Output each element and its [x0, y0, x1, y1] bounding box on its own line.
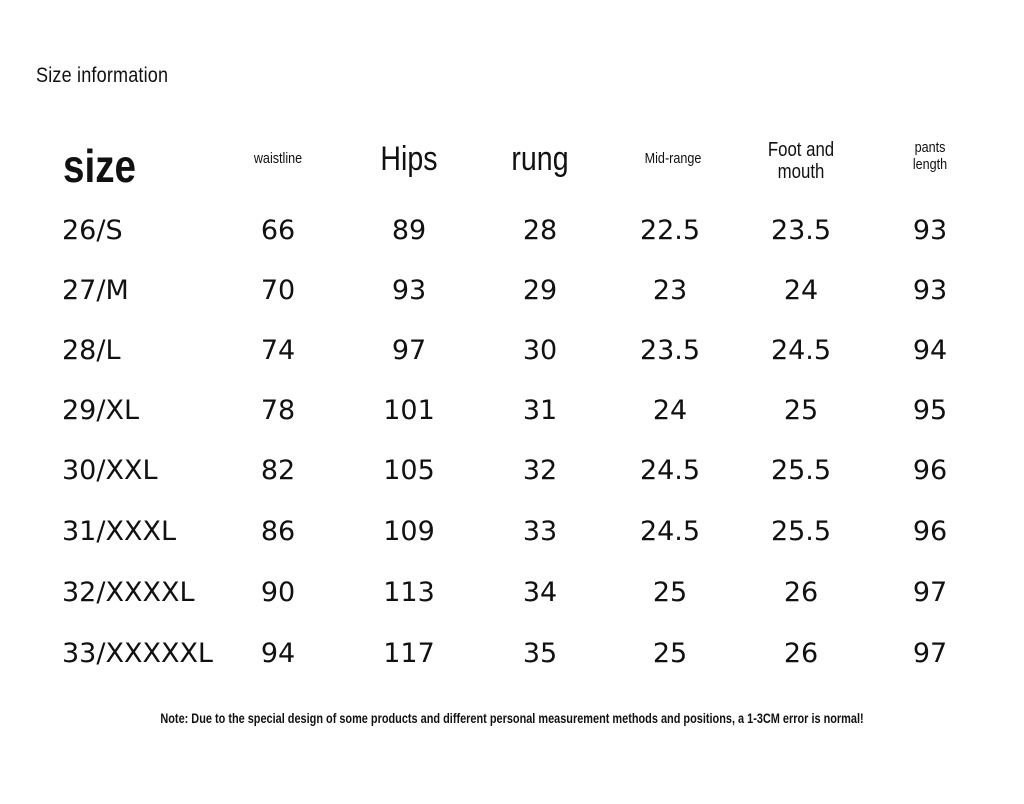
- cell-pants-length: 95: [912, 395, 948, 426]
- cell-foot-and-mouth: 26: [783, 638, 819, 669]
- cell-waistline: 90: [260, 577, 296, 608]
- header-rung: rung: [511, 140, 569, 178]
- cell-rung: 28: [522, 215, 558, 246]
- cell-waistline: 86: [260, 516, 296, 547]
- cell-pants-length: 96: [912, 516, 948, 547]
- header-hips: Hips: [380, 140, 438, 178]
- header-foot-line2: mouth: [777, 161, 825, 184]
- header-foot-line1: Foot and: [767, 139, 835, 161]
- cell-pants-length: 96: [912, 455, 948, 486]
- table-row: [0, 512, 1024, 552]
- cell-mid-range: 24: [652, 395, 688, 426]
- cell-rung: 29: [522, 275, 558, 306]
- header-waistline: waistline: [253, 150, 303, 167]
- table-row: [0, 271, 1024, 311]
- cell-foot-and-mouth: 24.5: [770, 335, 832, 366]
- cell-waistline: 66: [260, 215, 296, 246]
- cell-hips: 89: [391, 215, 427, 246]
- cell-rung: 34: [522, 577, 558, 608]
- cell-size: 28/L: [62, 335, 121, 366]
- cell-hips: 93: [391, 275, 427, 306]
- cell-foot-and-mouth: 24: [783, 275, 819, 306]
- cell-mid-range: 25: [652, 577, 688, 608]
- cell-waistline: 82: [260, 455, 296, 486]
- page-title: Size information: [36, 64, 169, 87]
- header-pants-length: [913, 140, 947, 174]
- cell-size: 31/XXXL: [62, 516, 176, 547]
- header-pants-line2: length: [912, 155, 948, 173]
- table-row: [0, 331, 1024, 371]
- cell-size: 26/S: [62, 215, 123, 246]
- cell-pants-length: 97: [912, 577, 948, 608]
- cell-pants-length: 97: [912, 638, 948, 669]
- header-foot-and-mouth: [768, 139, 834, 184]
- cell-foot-and-mouth: 25: [783, 395, 819, 426]
- cell-size: 33/XXXXXL: [62, 638, 213, 669]
- cell-mid-range: 24.5: [639, 455, 701, 486]
- cell-size: 27/M: [62, 275, 129, 306]
- header-pants-line1: pants: [914, 139, 946, 156]
- cell-waistline: 70: [260, 275, 296, 306]
- cell-pants-length: 94: [912, 335, 948, 366]
- cell-pants-length: 93: [912, 275, 948, 306]
- table-row: [0, 391, 1024, 431]
- cell-rung: 35: [522, 638, 558, 669]
- cell-mid-range: 25: [652, 638, 688, 669]
- cell-foot-and-mouth: 25.5: [770, 516, 832, 547]
- header-size: size: [63, 140, 137, 192]
- cell-foot-and-mouth: 23.5: [770, 215, 832, 246]
- cell-rung: 31: [522, 395, 558, 426]
- cell-size: 32/XXXXL: [62, 577, 195, 608]
- cell-mid-range: 23.5: [639, 335, 701, 366]
- cell-size: 30/XXL: [62, 455, 158, 486]
- cell-hips: 105: [383, 455, 435, 486]
- cell-waistline: 94: [260, 638, 296, 669]
- table-row: [0, 634, 1024, 674]
- cell-mid-range: 24.5: [639, 516, 701, 547]
- cell-rung: 32: [522, 455, 558, 486]
- cell-hips: 101: [383, 395, 435, 426]
- table-row: [0, 451, 1024, 491]
- cell-foot-and-mouth: 25.5: [770, 455, 832, 486]
- cell-hips: 109: [383, 516, 435, 547]
- cell-foot-and-mouth: 26: [783, 577, 819, 608]
- cell-waistline: 74: [260, 335, 296, 366]
- cell-hips: 113: [383, 577, 435, 608]
- table-row: [0, 211, 1024, 251]
- cell-hips: 97: [391, 335, 427, 366]
- cell-rung: 30: [522, 335, 558, 366]
- cell-waistline: 78: [260, 395, 296, 426]
- cell-size: 29/XL: [62, 395, 139, 426]
- cell-hips: 117: [383, 638, 435, 669]
- cell-mid-range: 23: [652, 275, 688, 306]
- table-row: [0, 573, 1024, 613]
- cell-pants-length: 93: [912, 215, 948, 246]
- cell-rung: 33: [522, 516, 558, 547]
- measurement-note: Note: Due to the special design of some products and different personal measurement methods and positions, a 1-3CM error is normal!: [160, 710, 864, 726]
- cell-mid-range: 22.5: [639, 215, 701, 246]
- header-mid-range: Mid-range: [644, 150, 702, 167]
